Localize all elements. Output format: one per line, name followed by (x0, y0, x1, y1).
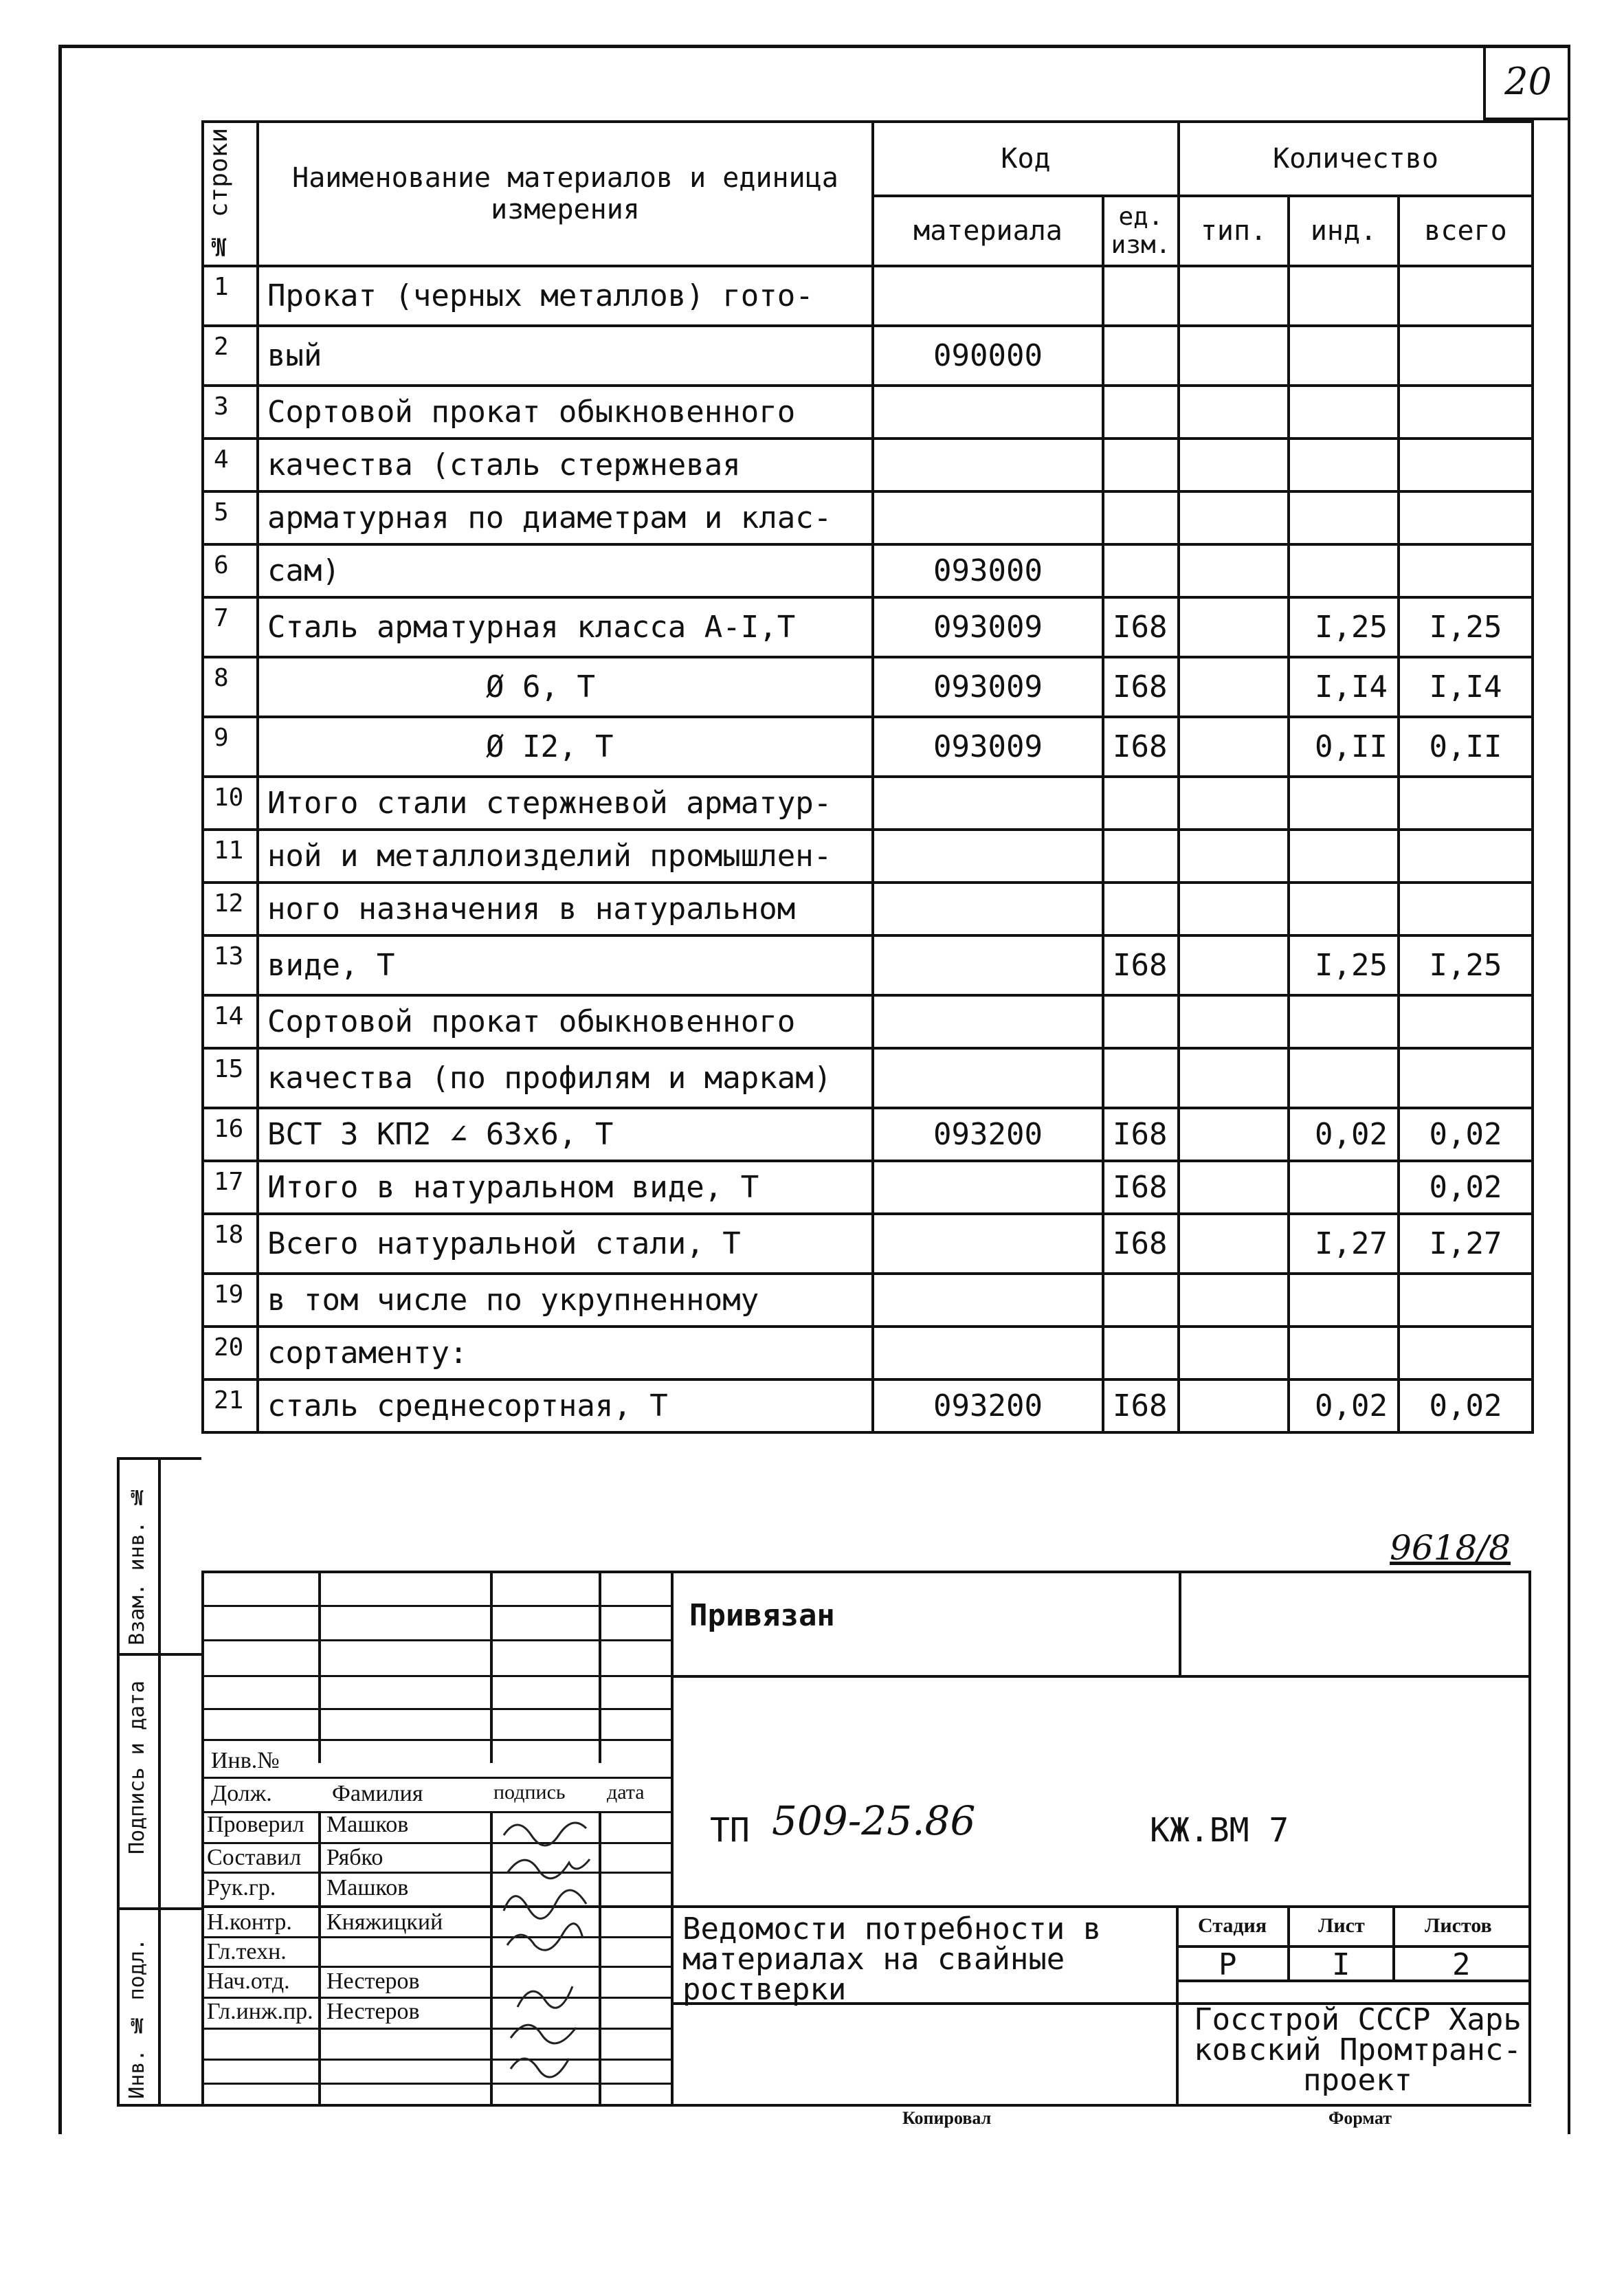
code-prefix: ТП (710, 1811, 750, 1850)
table-row (203, 266, 1533, 326)
qty-typ-cell (1179, 597, 1289, 657)
table-row (203, 491, 1533, 544)
qty-ind-cell (1289, 266, 1399, 326)
material-name-cell: Сортовой прокат обыкновенного (258, 995, 873, 1048)
unit-code-cell: I68 (1103, 1214, 1179, 1274)
material-name-cell: Ø 6, Т (258, 657, 873, 717)
material-name-cell: Всего натуральной стали, Т (258, 1214, 873, 1274)
material-name-cell: арматурная по диаметрам и клас- (258, 491, 873, 544)
qty-typ-cell (1179, 717, 1289, 777)
qty-total-cell (1399, 830, 1533, 883)
row-number-cell: 9 (203, 717, 258, 777)
qty-typ-cell (1179, 266, 1289, 326)
person-name: Нестеров (326, 1999, 420, 2024)
qty-ind-cell (1289, 544, 1399, 597)
qty-total-cell (1399, 439, 1533, 491)
material-name-cell: качества (по профилям и маркам) (258, 1048, 873, 1108)
material-name-cell: Сталь арматурная класса А-I,Т (258, 597, 873, 657)
table-row (203, 439, 1533, 491)
material-code-cell (873, 883, 1103, 935)
qty-typ-cell (1179, 1214, 1289, 1274)
unit-code-cell (1103, 1274, 1179, 1327)
table-row (203, 597, 1533, 657)
material-code-cell: 093009 (873, 597, 1103, 657)
unit-code-cell (1103, 830, 1179, 883)
header-row-no: № строки (203, 122, 258, 266)
qty-ind-cell (1289, 326, 1399, 386)
qty-ind-cell (1289, 1274, 1399, 1327)
margin-vzam-label: Взам. инв. № (125, 1485, 149, 1645)
qty-ind-cell (1289, 830, 1399, 883)
margin-podpis-label: Подпись и дата (125, 1681, 149, 1854)
header-total: всего (1399, 196, 1533, 266)
row-number-cell: 6 (203, 544, 258, 597)
qty-ind-cell: I,25 (1289, 935, 1399, 995)
table-row (203, 386, 1533, 439)
qty-ind-cell (1289, 439, 1399, 491)
material-code-cell (873, 1327, 1103, 1379)
table-row (203, 326, 1533, 386)
material-name-cell: вый (258, 326, 873, 386)
unit-code-cell: I68 (1103, 597, 1179, 657)
table-row (203, 657, 1533, 717)
qty-typ-cell (1179, 544, 1289, 597)
person-name: Княжицкий (326, 1909, 443, 1935)
table-row (203, 1108, 1533, 1161)
sheet-value: I (1332, 1947, 1350, 1982)
qty-total-cell (1399, 883, 1533, 935)
table-row (203, 935, 1533, 995)
qty-typ-cell (1179, 1379, 1289, 1432)
stage-value: Р (1219, 1947, 1237, 1982)
qty-ind-cell: 0,02 (1289, 1108, 1399, 1161)
qty-total-cell (1399, 995, 1533, 1048)
row-number-cell: 10 (203, 777, 258, 830)
qty-typ-cell (1179, 1161, 1289, 1214)
margin-inv-podl-label: Инв. № подл. (125, 1938, 149, 2099)
title-block (201, 1528, 1531, 2128)
material-code-cell: 093200 (873, 1108, 1103, 1161)
material-name-cell: сам) (258, 544, 873, 597)
material-code-cell (873, 386, 1103, 439)
qty-total-cell (1399, 1048, 1533, 1108)
qty-total-cell (1399, 1274, 1533, 1327)
material-code-cell (873, 935, 1103, 995)
material-name-cell: сортаменту: (258, 1327, 873, 1379)
qty-ind-cell (1289, 777, 1399, 830)
row-number-cell: 15 (203, 1048, 258, 1108)
code-number: 509-25.86 (772, 1797, 976, 1844)
inv-no-label: Инв.№ (211, 1748, 280, 1773)
header-code: Код (873, 122, 1179, 196)
sheets-label: Листов (1425, 1914, 1492, 1937)
table-row (203, 830, 1533, 883)
person-name: Рябко (326, 1845, 383, 1870)
qty-typ-cell (1179, 1108, 1289, 1161)
material-name-cell: Прокат (черных металлов) гото- (258, 266, 873, 326)
qty-total-cell (1399, 777, 1533, 830)
qty-ind-cell (1289, 883, 1399, 935)
stage-label: Стадия (1198, 1914, 1267, 1937)
qty-total-cell (1399, 326, 1533, 386)
qty-typ-cell (1179, 1048, 1289, 1108)
material-code-cell (873, 777, 1103, 830)
doc-ref: 9618/8 (1390, 1528, 1511, 1568)
row-number-cell: 7 (203, 597, 258, 657)
col-position-label: Долж. (211, 1781, 272, 1806)
row-number-cell: 8 (203, 657, 258, 717)
qty-ind-cell (1289, 1161, 1399, 1214)
code-suffix: КЖ.ВМ 7 (1150, 1811, 1289, 1850)
qty-total-cell (1399, 266, 1533, 326)
material-code-cell: 093200 (873, 1379, 1103, 1432)
unit-code-cell: I68 (1103, 717, 1179, 777)
material-code-cell (873, 1161, 1103, 1214)
qty-total-cell (1399, 386, 1533, 439)
row-number-cell: 1 (203, 266, 258, 326)
row-number-cell: 12 (203, 883, 258, 935)
qty-ind-cell (1289, 491, 1399, 544)
copied-label: Копировал (902, 2108, 992, 2128)
unit-code-cell (1103, 544, 1179, 597)
material-code-cell: 093009 (873, 717, 1103, 777)
table-row (203, 995, 1533, 1048)
sheet-number: 20 (1483, 45, 1570, 120)
row-number-cell: 5 (203, 491, 258, 544)
person-name: Нестеров (326, 1969, 420, 1994)
unit-code-cell: I68 (1103, 1108, 1179, 1161)
sheet-label: Лист (1318, 1914, 1365, 1937)
unit-code-cell (1103, 439, 1179, 491)
qty-typ-cell (1179, 326, 1289, 386)
header-typ: тип. (1179, 196, 1289, 266)
row-number-cell: 21 (203, 1379, 258, 1432)
row-number-cell: 13 (203, 935, 258, 995)
material-name-cell: ного назначения в натуральном (258, 883, 873, 935)
qty-typ-cell (1179, 1274, 1289, 1327)
row-number-cell: 19 (203, 1274, 258, 1327)
unit-code-cell (1103, 386, 1179, 439)
table-row (203, 777, 1533, 830)
qty-total-cell: 0,02 (1399, 1379, 1533, 1432)
materials-table (201, 120, 1534, 1434)
qty-ind-cell: 0,II (1289, 717, 1399, 777)
unit-code-cell: I68 (1103, 1379, 1179, 1432)
material-code-cell (873, 995, 1103, 1048)
material-code-cell (873, 491, 1103, 544)
unit-code-cell: I68 (1103, 657, 1179, 717)
unit-code-cell (1103, 491, 1179, 544)
material-code-cell (873, 439, 1103, 491)
table-row (203, 883, 1533, 935)
material-code-cell (873, 830, 1103, 883)
unit-code-cell (1103, 777, 1179, 830)
row-number-cell: 3 (203, 386, 258, 439)
material-name-cell: Итого в натуральном виде, Т (258, 1161, 873, 1214)
qty-ind-cell: 0,02 (1289, 1379, 1399, 1432)
unit-code-cell: I68 (1103, 1161, 1179, 1214)
qty-typ-cell (1179, 439, 1289, 491)
qty-total-cell: I,27 (1399, 1214, 1533, 1274)
unit-code-cell (1103, 1327, 1179, 1379)
row-number-cell: 14 (203, 995, 258, 1048)
left-margin (117, 1457, 201, 2107)
person-role: Гл.техн. (207, 1939, 287, 1964)
material-name-cell: сталь среднесортная, Т (258, 1379, 873, 1432)
row-number-cell: 18 (203, 1214, 258, 1274)
material-name-cell: ВСТ 3 КП2 ∠ 63х6, Т (258, 1108, 873, 1161)
row-number-cell: 2 (203, 326, 258, 386)
person-role: Составил (207, 1845, 302, 1870)
person-role: Проверил (207, 1812, 304, 1837)
row-number-cell: 17 (203, 1161, 258, 1214)
qty-typ-cell (1179, 777, 1289, 830)
person-name: Машков (326, 1812, 409, 1837)
qty-typ-cell (1179, 386, 1289, 439)
doc-title: Ведомости потребности в материалах на свайные ростверки (682, 1911, 1102, 2007)
qty-total-cell (1399, 491, 1533, 544)
material-name-cell: Сортовой прокат обыкновенного (258, 386, 873, 439)
header-name: Наименование материалов и единица измерения (258, 122, 873, 266)
person-role: Нач.отд. (207, 1969, 290, 1994)
row-number-cell: 4 (203, 439, 258, 491)
material-code-cell (873, 266, 1103, 326)
material-name-cell: в том числе по укрупненному (258, 1274, 873, 1327)
table-row (203, 1327, 1533, 1379)
header-unit: ед. изм. (1103, 196, 1179, 266)
table-row (203, 1161, 1533, 1214)
row-number-cell: 11 (203, 830, 258, 883)
header-material: материала (873, 196, 1103, 266)
person-role: Н.контр. (207, 1909, 292, 1935)
col-date-label: дата (607, 1781, 645, 1804)
qty-ind-cell: I,I4 (1289, 657, 1399, 717)
qty-total-cell: 0,II (1399, 717, 1533, 777)
qty-typ-cell (1179, 657, 1289, 717)
signatures-image (490, 1808, 600, 2103)
organization: Госстрой СССР Харь ковский Промтранс- проект (1194, 2005, 1522, 2096)
qty-typ-cell (1179, 491, 1289, 544)
qty-ind-cell (1289, 995, 1399, 1048)
qty-total-cell: 0,02 (1399, 1161, 1533, 1214)
person-name: Машков (326, 1875, 409, 1900)
material-code-cell: 093000 (873, 544, 1103, 597)
unit-code-cell: I68 (1103, 935, 1179, 995)
qty-ind-cell: I,27 (1289, 1214, 1399, 1274)
qty-total-cell (1399, 544, 1533, 597)
material-code-cell (873, 1214, 1103, 1274)
qty-ind-cell (1289, 1327, 1399, 1379)
table-row (203, 1048, 1533, 1108)
person-role: Гл.инж.пр. (207, 1999, 313, 2024)
material-name-cell: ной и металлоизделий промышлен- (258, 830, 873, 883)
qty-typ-cell (1179, 883, 1289, 935)
table-row (203, 1379, 1533, 1432)
unit-code-cell (1103, 883, 1179, 935)
material-code-cell (873, 1048, 1103, 1108)
unit-code-cell (1103, 326, 1179, 386)
material-name-cell: качества (сталь стержневая (258, 439, 873, 491)
qty-ind-cell (1289, 1048, 1399, 1108)
qty-typ-cell (1179, 995, 1289, 1048)
table-row (203, 717, 1533, 777)
material-name-cell: Ø I2, Т (258, 717, 873, 777)
unit-code-cell (1103, 995, 1179, 1048)
material-code-cell (873, 1274, 1103, 1327)
qty-ind-cell (1289, 386, 1399, 439)
table-row (203, 544, 1533, 597)
material-code-cell: 093009 (873, 657, 1103, 717)
material-name-cell: виде, Т (258, 935, 873, 995)
qty-total-cell: I,I4 (1399, 657, 1533, 717)
unit-code-cell (1103, 266, 1179, 326)
qty-typ-cell (1179, 1327, 1289, 1379)
header-quantity: Количество (1179, 122, 1533, 196)
qty-total-cell (1399, 1327, 1533, 1379)
table-row (203, 1274, 1533, 1327)
material-code-cell: 090000 (873, 326, 1103, 386)
row-number-cell: 16 (203, 1108, 258, 1161)
material-name-cell: Итого стали стержневой арматур- (258, 777, 873, 830)
qty-total-cell: I,25 (1399, 935, 1533, 995)
col-surname-label: Фамилия (332, 1781, 423, 1806)
qty-typ-cell (1179, 935, 1289, 995)
attached-label: Привязан (689, 1598, 835, 1633)
sheets-value: 2 (1452, 1947, 1471, 1982)
table-row (203, 1214, 1533, 1274)
qty-total-cell: I,25 (1399, 597, 1533, 657)
qty-typ-cell (1179, 830, 1289, 883)
qty-total-cell: 0,02 (1399, 1108, 1533, 1161)
format-label: Формат (1328, 2108, 1392, 2128)
row-number-cell: 20 (203, 1327, 258, 1379)
unit-code-cell (1103, 1048, 1179, 1108)
person-role: Рук.гр. (207, 1875, 276, 1900)
qty-ind-cell: I,25 (1289, 597, 1399, 657)
header-ind: инд. (1289, 196, 1399, 266)
col-signature-label: подпись (493, 1781, 566, 1804)
